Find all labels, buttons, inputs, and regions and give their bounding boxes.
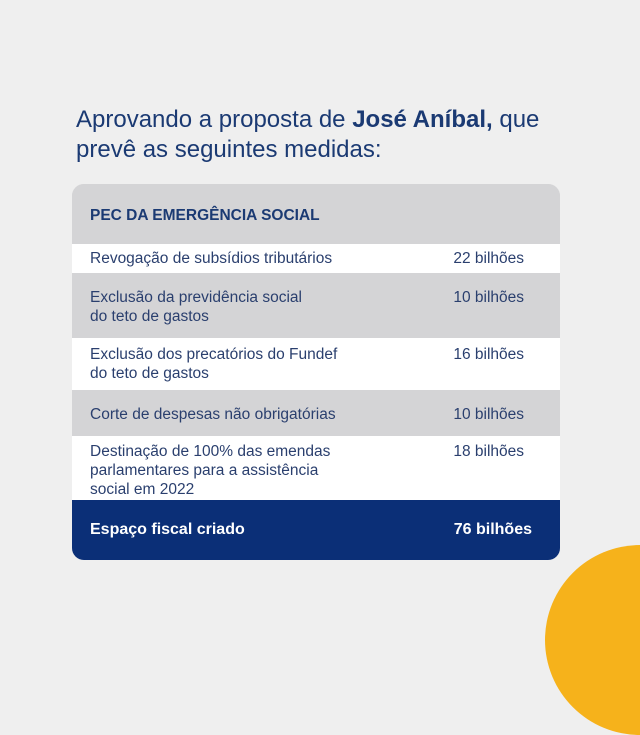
row-value: 18 bilhões <box>453 443 524 460</box>
row-label-line: Exclusão da previdência social <box>90 289 302 306</box>
headline-prefix: Aprovando a proposta de <box>76 106 353 133</box>
row-label-line: do teto de gastos <box>90 308 209 325</box>
table-row <box>72 244 560 273</box>
row-label-line: Revogação de subsídios tributários <box>90 250 333 267</box>
row-value: 16 bilhões <box>453 346 524 363</box>
row-label <box>90 288 390 326</box>
row-value: 10 bilhões <box>453 289 524 306</box>
row-label-line: Corte de despesas não obrigatórias <box>90 406 336 423</box>
total-value: 76 bilhões <box>453 521 532 538</box>
row-label <box>90 249 390 268</box>
row-label <box>90 345 390 383</box>
row-value: 22 bilhões <box>453 250 524 267</box>
row-value: 10 bilhões <box>453 406 524 423</box>
measures-table <box>72 184 560 560</box>
row-label-line: Exclusão dos precatórios do Fundef <box>90 346 338 363</box>
table-row <box>72 436 560 500</box>
table-row <box>72 390 560 436</box>
total-row <box>72 500 560 560</box>
row-label-line: do teto de gastos <box>90 365 209 382</box>
headline-suffix: que <box>492 106 540 133</box>
total-label: Espaço fiscal criado <box>90 521 245 538</box>
headline-name: José Aníbal, <box>352 106 493 133</box>
row-label <box>90 442 390 499</box>
row-label-line: social em 2022 <box>90 481 195 498</box>
headline-line2: prevê as seguintes medidas: <box>76 136 382 163</box>
row-label-line: parlamentares para a assistência <box>90 462 319 479</box>
table-row <box>72 273 560 338</box>
table-header: PEC DA EMERGÊNCIA SOCIAL <box>72 184 560 244</box>
table-row <box>72 338 560 390</box>
row-label <box>90 405 390 424</box>
headline <box>76 105 596 165</box>
corner-accent-circle <box>545 545 640 735</box>
row-label-line: Destinação de 100% das emendas <box>90 443 331 460</box>
